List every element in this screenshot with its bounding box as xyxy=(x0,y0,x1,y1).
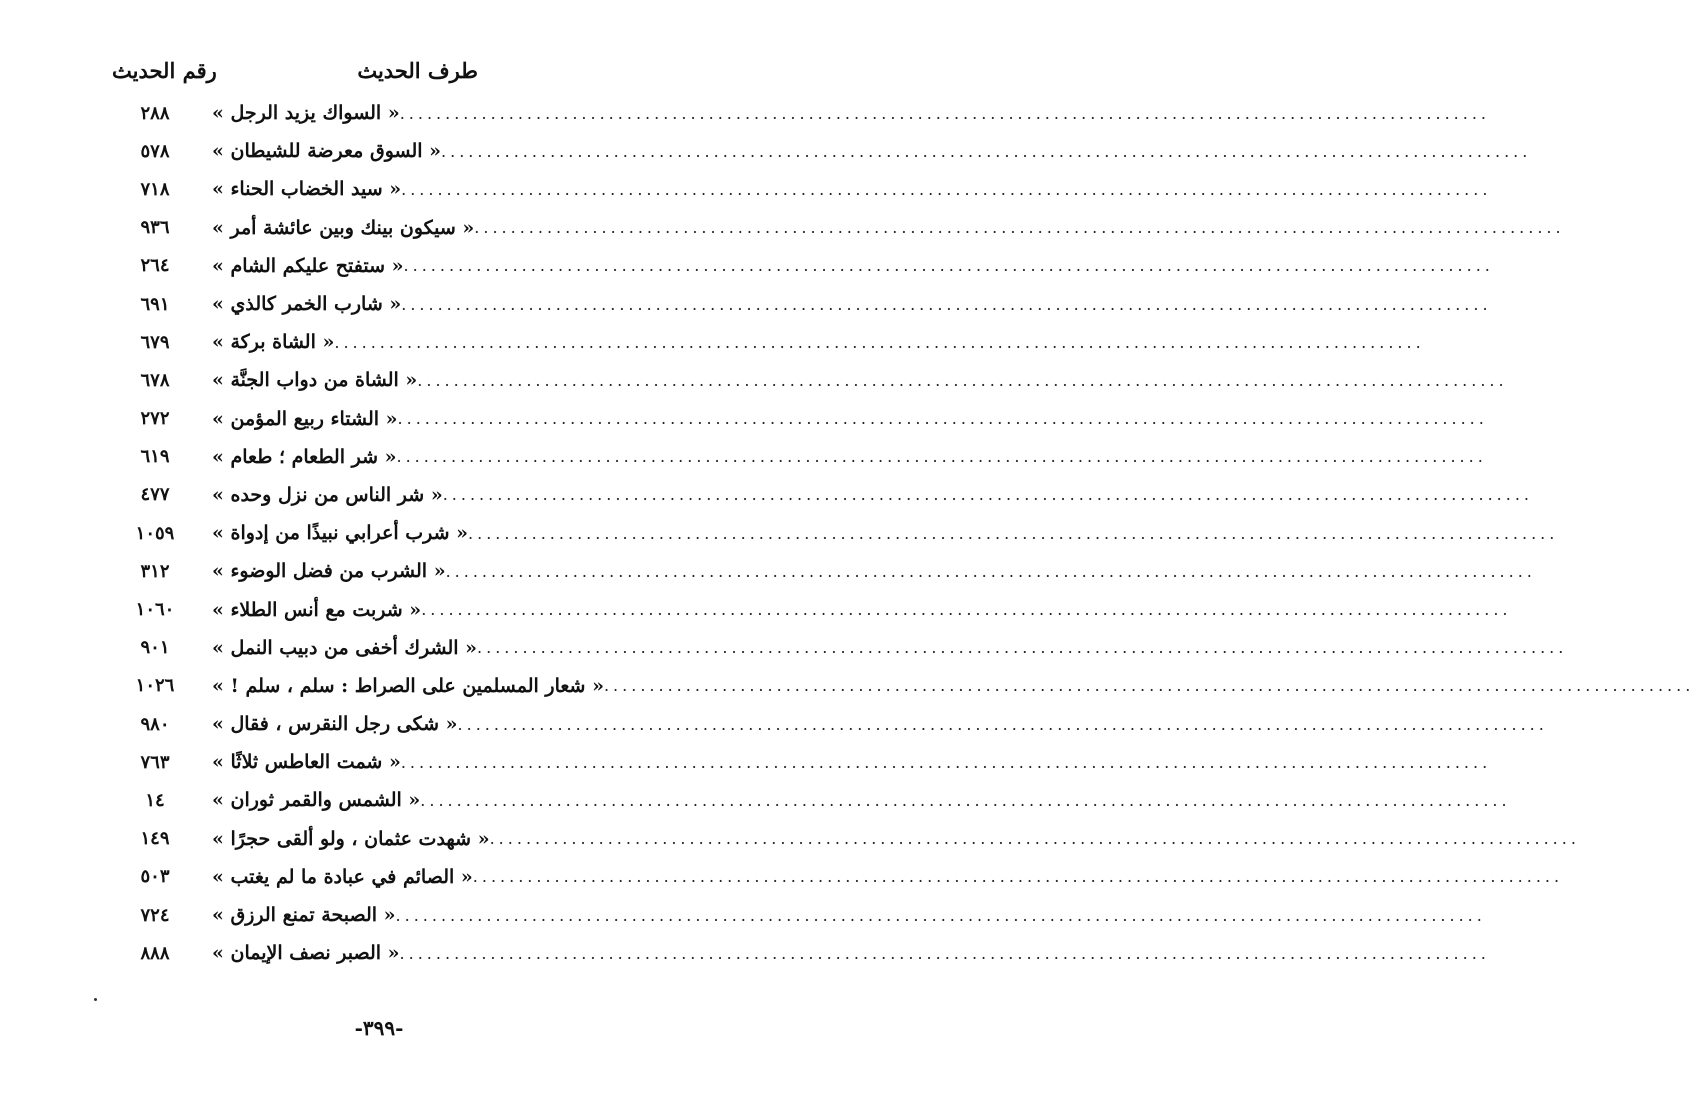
hadith-text: « شر الطعام ؛ طعام » xyxy=(212,445,397,468)
hadith-number: ٩٣٦ xyxy=(140,217,170,239)
dot-leader: ........................................................................................................................ xyxy=(457,714,1548,734)
dot-leader: ........................................................................................................................ xyxy=(442,485,1534,505)
index-entry xyxy=(212,369,1508,392)
index-entry xyxy=(212,674,1694,697)
dot-leader: ........................................................................................................................ xyxy=(474,218,1565,238)
index-entry xyxy=(212,789,1511,812)
index-entry xyxy=(212,102,1491,125)
hadith-text: « شكى رجل النقرس ، فقال » xyxy=(212,713,458,736)
page-number: -٣٩٩- xyxy=(354,1016,404,1040)
hadith-text: « شر الناس من نزل وحده » xyxy=(212,483,443,506)
index-entry xyxy=(212,407,1488,430)
index-entry xyxy=(212,445,1487,468)
hadith-number: ٦١٩ xyxy=(140,446,170,468)
dot-leader: ........................................................................................................................ xyxy=(445,561,1536,581)
dot-leader: ........................................................................................................................ xyxy=(396,447,1487,467)
hadith-number: ٥٧٨ xyxy=(140,140,170,162)
hadith-number: ٣١٢ xyxy=(140,560,170,582)
index-entry xyxy=(212,293,1492,316)
hadith-text: « شارب الخمر كالذي » xyxy=(212,293,402,316)
index-row xyxy=(0,514,1559,552)
hadith-text: « شربت مع أنس الطلاء » xyxy=(212,598,422,621)
hadith-number: ٢٨٨ xyxy=(140,102,170,124)
hadith-number: ١٠٢٦ xyxy=(135,675,175,697)
index-entry xyxy=(212,331,1425,354)
hadith-number: ٧٦٣ xyxy=(140,751,170,773)
index-row xyxy=(0,361,1508,399)
index-row xyxy=(0,934,1490,972)
dot-leader: ........................................................................................................................ xyxy=(401,179,1492,199)
index-row xyxy=(0,629,1568,667)
hadith-text: « السوق معرضة للشيطان » xyxy=(212,140,442,163)
hadith-text: « ستفتح عليكم الشام » xyxy=(212,254,404,277)
hadith-text: « الشمس والقمر ثوران » xyxy=(212,789,421,812)
dot-leader: ........................................................................................................................ xyxy=(472,867,1564,887)
hadith-column-header: طرف الحديث xyxy=(357,58,478,83)
index-row xyxy=(0,705,1548,743)
hadith-text: « الشتاء ربيع المؤمن » xyxy=(212,407,398,430)
index-entry xyxy=(212,254,1494,277)
index-row xyxy=(0,323,1425,361)
hadith-number: ٥٠٣ xyxy=(140,866,170,888)
hadith-number: ٩٠١ xyxy=(140,637,170,659)
index-entry xyxy=(212,522,1559,545)
dot-leader: ........................................................................................................................ xyxy=(477,638,1568,658)
dot-leader: ........................................................................................................................ xyxy=(399,103,1491,123)
index-row xyxy=(0,896,1486,934)
index-entry xyxy=(212,598,1512,621)
index-row xyxy=(0,781,1511,819)
index-entry xyxy=(212,713,1548,736)
hadith-number: ٨٨٨ xyxy=(140,942,170,964)
hadith-number: ٦٧٩ xyxy=(140,331,170,353)
dot-leader: ........................................................................................................................ xyxy=(420,790,1511,810)
hadith-text: « الشاة من دواب الجنَّة » xyxy=(212,369,418,392)
hadith-text: « سيد الخضاب الحناء » xyxy=(212,178,402,201)
hadith-index-list xyxy=(0,94,1694,972)
dot-leader: ........................................................................................................................ xyxy=(441,141,1532,161)
hadith-text: « الصبحة تمنع الرزق » xyxy=(212,904,396,927)
dot-leader: ........................................................................................................................ xyxy=(400,752,1492,772)
index-row xyxy=(0,476,1534,514)
index-entry xyxy=(212,865,1564,888)
index-row xyxy=(0,132,1532,170)
dot-leader: ........................................................................................................................ xyxy=(468,523,1559,543)
index-row xyxy=(0,743,1492,781)
number-column-header: رقم الحديث xyxy=(112,58,217,83)
hadith-number: ٧١٨ xyxy=(140,178,170,200)
dot-leader: ........................................................................................................................ xyxy=(399,943,1490,963)
hadith-text: « شرب أعرابي نبيذًا من إدواة » xyxy=(212,522,469,545)
dot-leader: ........................................................................................................................ xyxy=(489,829,1580,849)
index-row xyxy=(0,858,1564,896)
index-row xyxy=(0,667,1694,705)
hadith-number: ٢٦٤ xyxy=(140,255,170,277)
index-entry xyxy=(212,942,1490,965)
hadith-number: ١٤ xyxy=(145,789,165,811)
hadith-number: ٦٩١ xyxy=(140,293,170,315)
index-row xyxy=(0,438,1487,476)
index-entry xyxy=(212,751,1492,774)
hadith-text: « الصبر نصف الإيمان » xyxy=(212,942,400,965)
index-row xyxy=(0,247,1494,285)
dot-leader: ........................................................................................................................ xyxy=(403,256,1494,276)
table-header xyxy=(0,58,758,94)
hadith-text: « السواك يزيد الرجل » xyxy=(212,102,400,125)
hadith-number: ١٤٩ xyxy=(140,828,170,850)
dot-leader: ........................................................................................................................ xyxy=(421,600,1512,620)
hadith-text: « الشاة بركة » xyxy=(212,331,335,354)
dot-leader: ........................................................................................................................ xyxy=(397,409,1488,429)
index-entry xyxy=(212,560,1536,583)
hadith-number: ٢٧٢ xyxy=(140,408,170,430)
index-entry xyxy=(212,140,1532,163)
hadith-number: ٩٨٠ xyxy=(140,713,170,735)
hadith-number: ٦٧٨ xyxy=(140,369,170,391)
hadith-text: « الصائم في عبادة ما لم يغتب » xyxy=(212,865,473,888)
index-entry xyxy=(212,178,1492,201)
hadith-text: « شهدت عثمان ، ولو ألقى حجرًا » xyxy=(212,827,490,850)
dot-leader: ........................................................................................................................ xyxy=(603,676,1694,696)
index-row xyxy=(0,590,1512,628)
hadith-text: « سيكون بينك وبين عائشة أمر » xyxy=(212,216,475,239)
index-row xyxy=(0,820,1580,858)
hadith-text: « شعار المسلمين على الصراط : سلم ، سلم ! » xyxy=(212,674,604,697)
dot-leader: ........................................................................................................................ xyxy=(395,905,1486,925)
index-entry xyxy=(212,636,1568,659)
index-entry xyxy=(212,904,1486,927)
print-speck xyxy=(94,998,97,1001)
index-entry xyxy=(212,216,1565,239)
hadith-text: « الشرك أخفى من دبيب النمل » xyxy=(212,636,478,659)
index-row xyxy=(0,400,1488,438)
index-row xyxy=(0,209,1565,247)
index-entry xyxy=(212,483,1534,506)
dot-leader: ........................................................................................................................ xyxy=(417,370,1508,390)
index-row xyxy=(0,285,1492,323)
hadith-number: ١٠٦٠ xyxy=(135,599,175,621)
hadith-text: « شمت العاطس ثلاثًا » xyxy=(212,751,401,774)
hadith-number: ٤٧٧ xyxy=(140,484,170,506)
hadith-text: « الشرب من فضل الوضوء » xyxy=(212,560,446,583)
dot-leader: ........................................................................................................................ xyxy=(334,332,1425,352)
hadith-number: ١٠٥٩ xyxy=(135,522,175,544)
index-row xyxy=(0,170,1492,208)
index-row xyxy=(0,94,1491,132)
hadith-number: ٧٢٤ xyxy=(140,904,170,926)
index-entry xyxy=(212,827,1580,850)
dot-leader: ........................................................................................................................ xyxy=(401,294,1492,314)
index-row xyxy=(0,552,1536,590)
